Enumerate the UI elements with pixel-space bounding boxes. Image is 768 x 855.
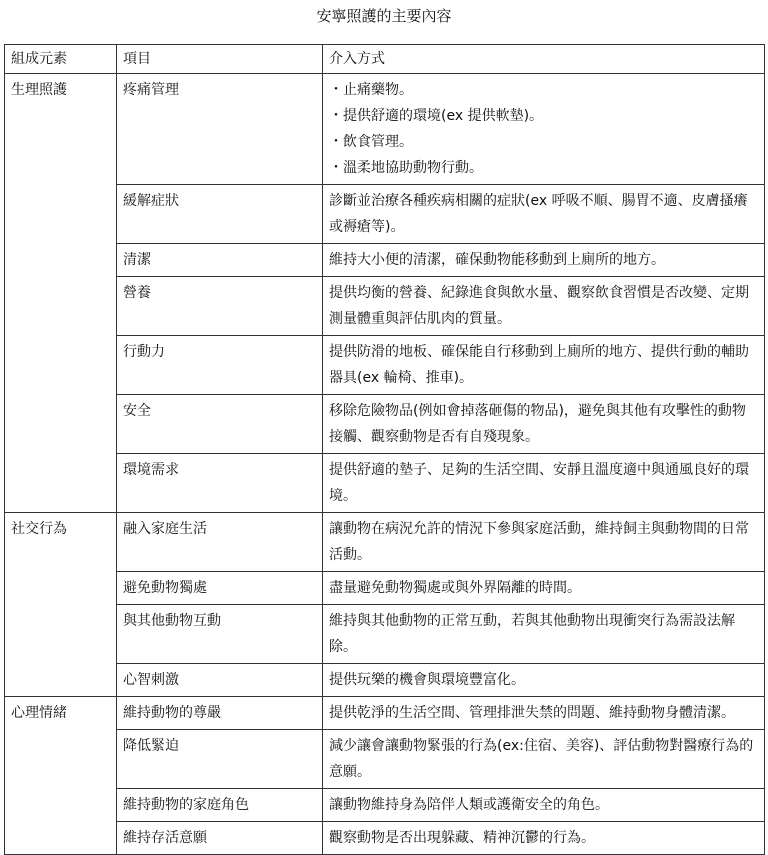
table-row — [5, 730, 765, 789]
table-row — [5, 244, 765, 277]
row-intervention: 盡量避免動物獨處或與外界隔離的時間。 — [323, 572, 765, 605]
row-intervention: 提供均衡的營養、紀錄進食與飲水量、觀察飲食習慣是否改變、定期測量體重與評估肌肉的質量。 — [323, 277, 765, 336]
row-item: 降低緊迫 — [117, 730, 323, 789]
row-intervention: 觀察動物是否出現躲藏、精神沉鬱的行為。 — [323, 822, 765, 855]
table-row — [5, 664, 765, 697]
table-row — [5, 697, 765, 730]
row-item: 行動力 — [117, 336, 323, 395]
header-item: 項目 — [117, 45, 323, 74]
table-row — [5, 513, 765, 572]
row-intervention: 維持大小便的清潔，確保動物能移動到上廁所的地方。 — [323, 244, 765, 277]
row-intervention: 移除危險物品(例如會掉落砸傷的物品)，避免與其他有攻擊性的動物接觸、觀察動物是否有自殘現象。 — [323, 395, 765, 454]
group-name: 社交行為 — [5, 513, 117, 572]
bullet-item: ・ 溫柔地協助動物行動。 — [329, 155, 758, 181]
table-header-row — [5, 45, 765, 74]
header-intervention: 介入方式 — [323, 45, 765, 74]
table-row — [5, 572, 765, 605]
header-component: 組成元素 — [5, 45, 117, 74]
row-item: 疼痛管理 — [117, 74, 323, 185]
row-item: 安全 — [117, 395, 323, 454]
bullet-item: ・ 止痛藥物。 — [329, 77, 758, 103]
table-row — [5, 185, 765, 244]
row-intervention: 讓動物維持身為陪伴人類或護衛安全的角色。 — [323, 789, 765, 822]
table-row — [5, 336, 765, 395]
group-name: 生理照護 — [5, 74, 117, 185]
row-item: 心智刺激 — [117, 664, 323, 697]
row-intervention: 提供防滑的地板、確保能自行移動到上廁所的地方、提供行動的輔助器具(ex 輪椅、推車)。 — [323, 336, 765, 395]
row-intervention: 減少讓會讓動物緊張的行為(ex:住宿、美容)、評估動物對醫療行為的意願。 — [323, 730, 765, 789]
table-row — [5, 277, 765, 336]
table-row — [5, 395, 765, 454]
table-row — [5, 74, 765, 185]
table-row — [5, 789, 765, 822]
row-item: 營養 — [117, 277, 323, 336]
group-name: 心理情緒 — [5, 697, 117, 730]
row-item: 環境需求 — [117, 454, 323, 513]
row-item: 維持存活意願 — [117, 822, 323, 855]
table-row — [5, 454, 765, 513]
row-item: 維持動物的尊嚴 — [117, 697, 323, 730]
row-intervention — [323, 74, 765, 185]
row-item: 與其他動物互動 — [117, 605, 323, 664]
row-item: 融入家庭生活 — [117, 513, 323, 572]
bullet-item: ・ 飲食管理。 — [329, 129, 758, 155]
row-intervention: 診斷並治療各種疾病相關的症狀(ex 呼吸不順、腸胃不適、皮膚搔癢或褥瘡等)。 — [323, 185, 765, 244]
bullet-item: ・ 提供舒適的環境(ex 提供軟墊)。 — [329, 103, 758, 129]
hospice-care-table — [4, 44, 765, 855]
row-intervention: 提供舒適的墊子、足夠的生活空間、安靜且溫度適中與通風良好的環境。 — [323, 454, 765, 513]
row-item: 緩解症狀 — [117, 185, 323, 244]
table-row — [5, 605, 765, 664]
document-title: 安寧照護的主要內容 — [316, 7, 452, 25]
row-item: 維持動物的家庭角色 — [117, 789, 323, 822]
row-intervention: 維持與其他動物的正常互動，若與其他動物出現衝突行為需設法解除。 — [323, 605, 765, 664]
row-intervention: 讓動物在病況允許的情況下參與家庭活動，維持飼主與動物間的日常活動。 — [323, 513, 765, 572]
row-intervention: 提供玩樂的機會與環境豐富化。 — [323, 664, 765, 697]
table-row — [5, 822, 765, 855]
row-item: 避免動物獨處 — [117, 572, 323, 605]
row-item: 清潔 — [117, 244, 323, 277]
row-intervention: 提供乾淨的生活空間、管理排泄失禁的問題、維持動物身體清潔。 — [323, 697, 765, 730]
